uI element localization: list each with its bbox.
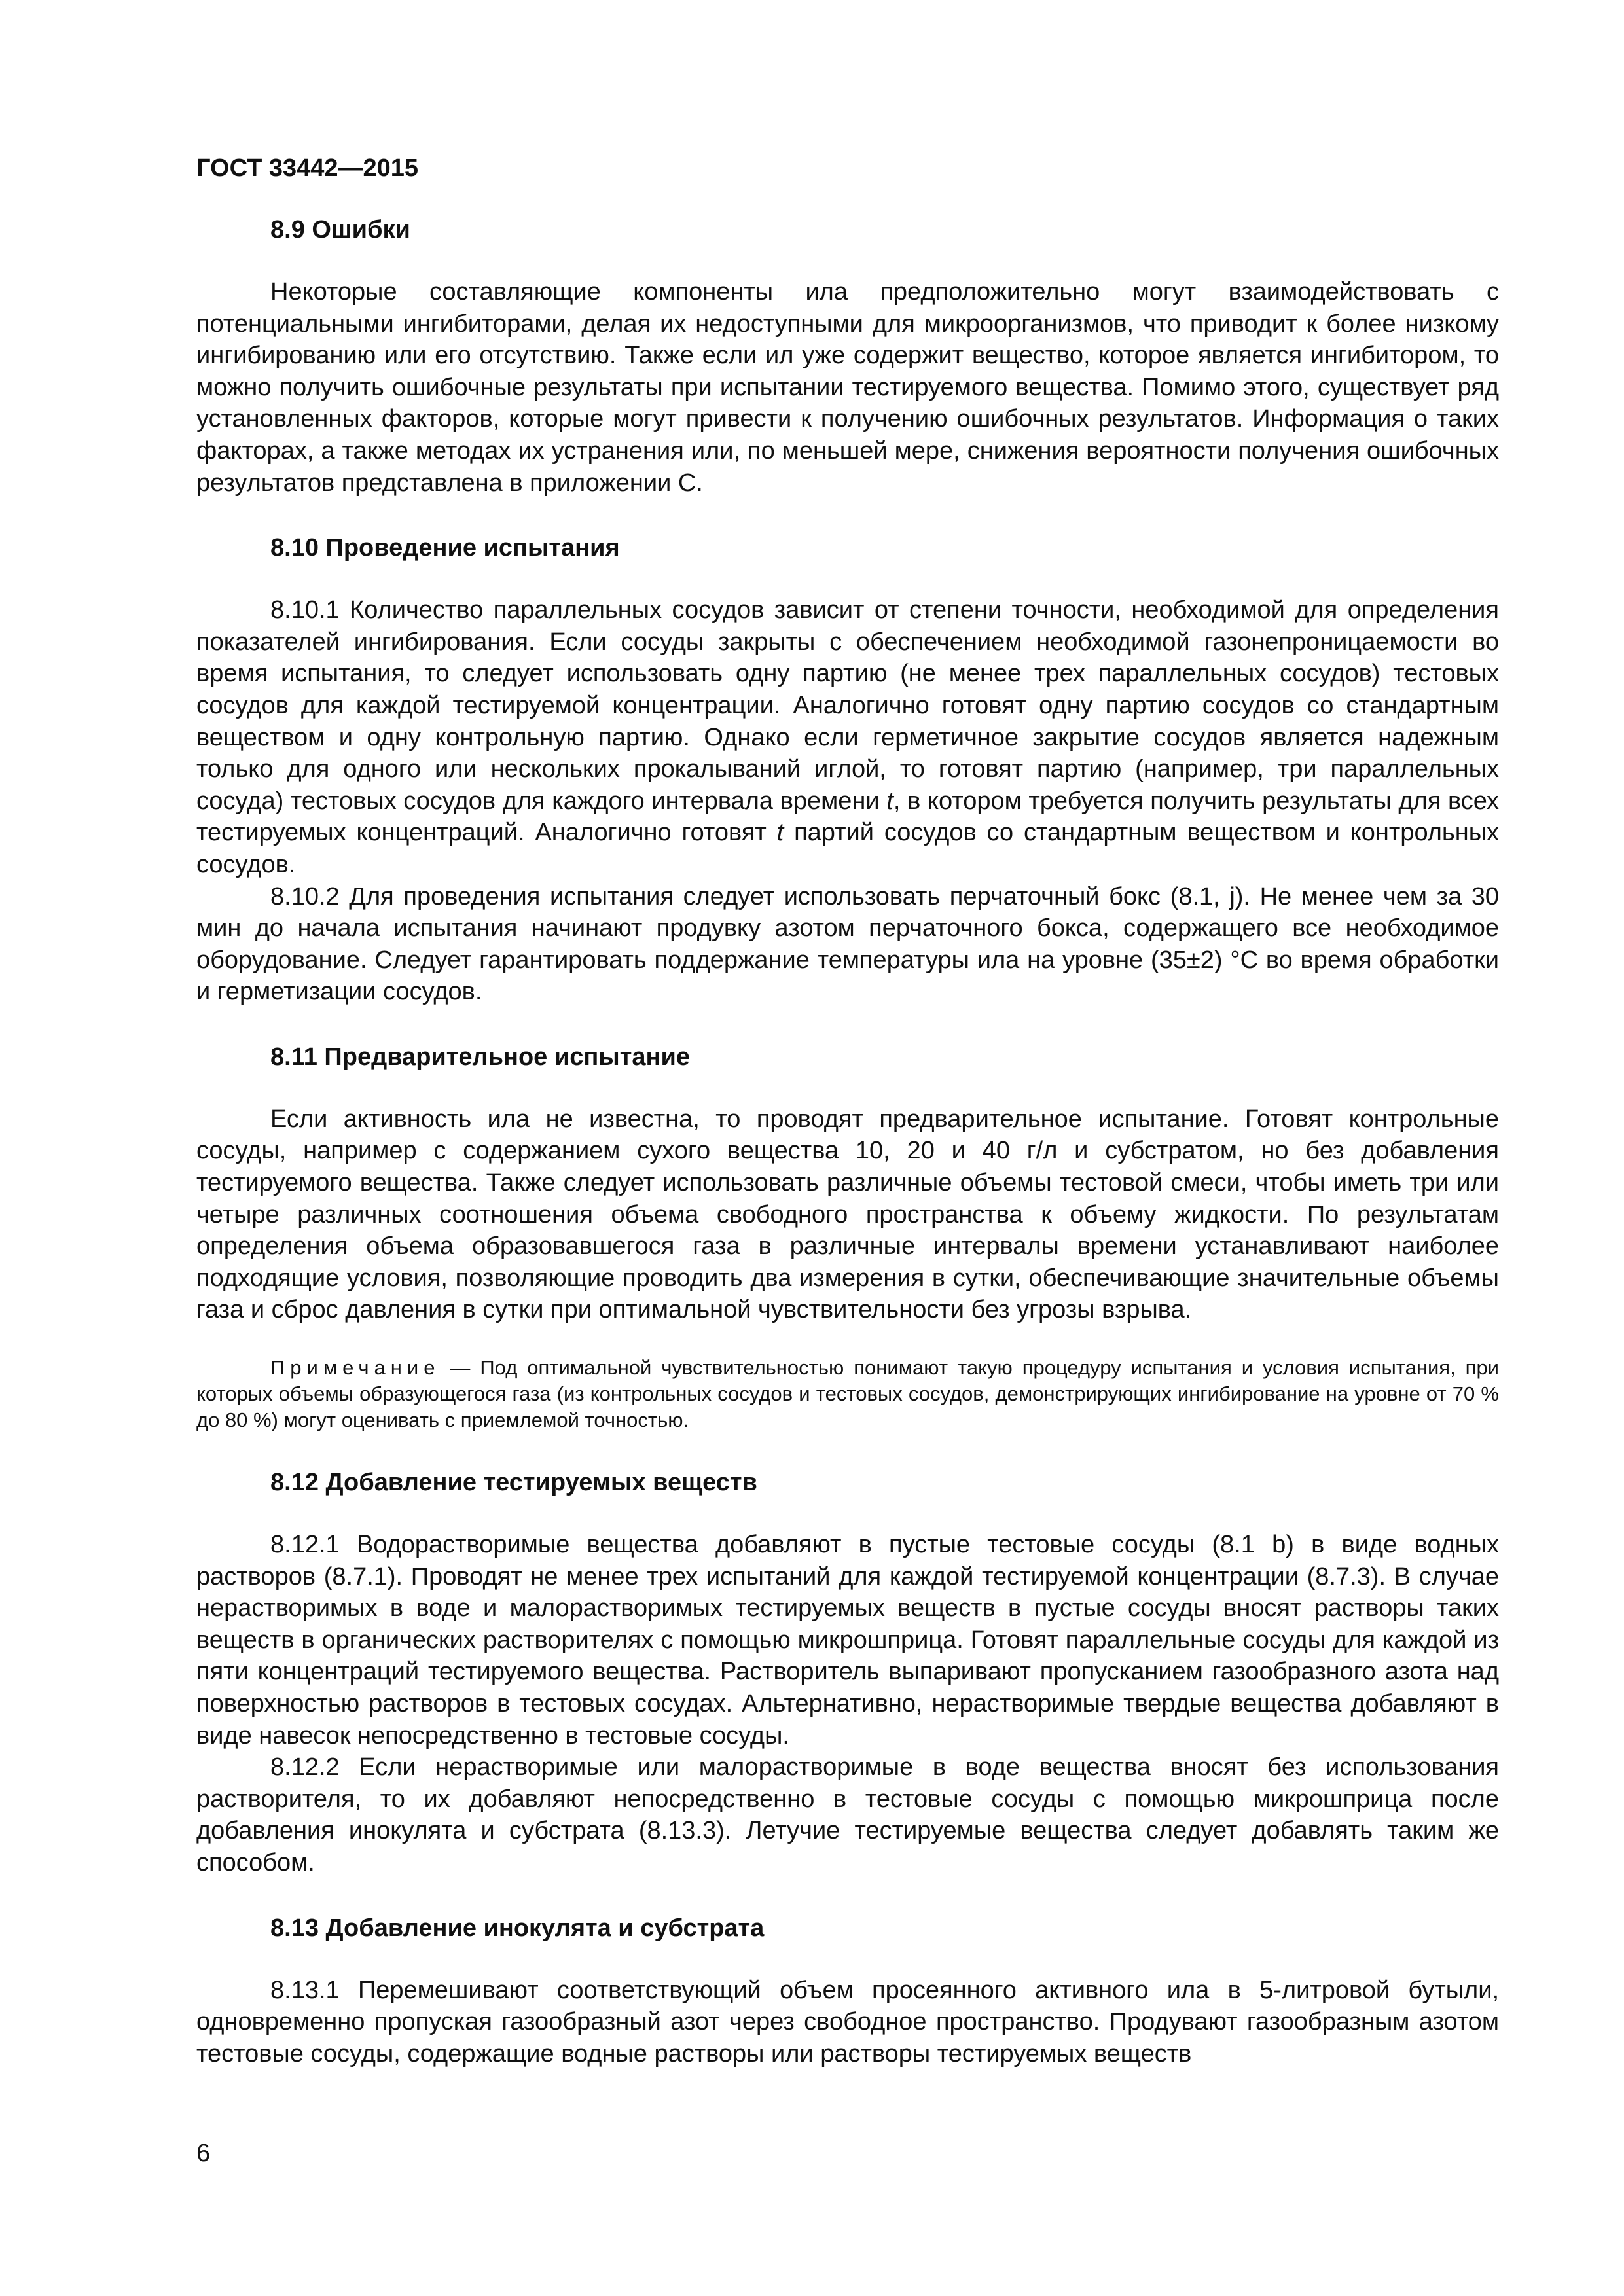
page-number: 6 xyxy=(196,2140,211,2167)
paragraph-8-10-1-text-a: 8.10.1 Количество параллельных сосудов зависит от степени точности, необходимой для определения показателей ингибирования. Если сосуды закрыты с обеспечением необходимой газонепроницаемости во время испытания, то следует использовать одну партию (не менее трех параллельных сосудов) тестовых сосудов для каждой тестируемой концентрации. Аналогично готовят одну партию сосудов со стандартным веществом и одну контрольную партию. Однако если герметичное закрытие сосудов является надежным только для одного или нескольких прокалываний иглой, то готовят партию (например, три параллельных сосуда) тестовых сосудов для каждого интервала времени xyxy=(196,596,1499,815)
paragraph-8-10-1 xyxy=(196,594,1499,880)
document-page xyxy=(196,152,1499,2070)
note-label: Примечание xyxy=(270,1356,441,1380)
paragraph-8-9: Некоторые составляющие компоненты ила предположительно могут взаимодействовать с потенциальными ингибиторами, делая их недоступными для микроорганизмов, что приводит к более низкому ингибированию или его отсутствию. Также если ил уже содержит вещество, которое является ингибитором, то можно получить ошибочные результаты при испытании тестируемого вещества. Помимо этого, существует ряд установленных факторов, которые могут привести к получению ошибочных результатов. Информация о таких факторах, а также методах их устранения или, по меньшей мере, снижения вероятности получения ошибочных результатов представлена в приложении С. xyxy=(196,278,1499,497)
paragraph-8-13-1: 8.13.1 Перемешивают соответствующий объем просеянного активного ила в 5-литровой бутыли, одновременно пропуская газообразный азот через свободное пространство. Продувают газообразным азотом тестовые сосуды, содержащие водные растворы или растворы тестируемых веществ xyxy=(196,1976,1499,2068)
section-heading-8-13: 8.13 Добавление инокулята и субстрата xyxy=(270,1914,765,1942)
paragraph-8-10-1-text-c: партий сосудов со стандартным веществом и контрольных сосудов. xyxy=(196,819,1500,878)
note-text: — Под оптимальной чувствительностью понимают такую процедуру испытания и условия испытания, при которых объемы образующегося газа (из контрольных сосудов и тестовых сосудов, демонстрирующих ингибирование на уровне от 70 % до 80 %) могут оценивать с приемлемой точностью. xyxy=(196,1356,1499,1432)
section-heading-8-11: 8.11 Предварительное испытание xyxy=(270,1043,690,1071)
section-heading-8-10: 8.10 Проведение испытания xyxy=(270,534,620,562)
note-8-11 xyxy=(196,1355,1499,1433)
section-heading-8-9: 8.9 Ошибки xyxy=(270,216,410,243)
section-heading-8-12: 8.12 Добавление тестируемых веществ xyxy=(270,1469,757,1497)
paragraph-8-12-2: 8.12.2 Если нерастворимые или малорастворимые в воде вещества вносят без использования растворителя, то их добавляют непосредственно в тестовые сосуды с помощью микрошприца после добавления инокулята и субстрата (8.13.3). Летучие тестируемые вещества следует добавлять таким же способом. xyxy=(196,1753,1499,1876)
paragraph-8-11: Если активность ила не известна, то проводят предварительное испытание. Готовят контрольные сосуды, например с содержанием сухого вещества 10, 20 и 40 г/л и субстратом, но без добавления тестируемого вещества. Также следует использовать различные объемы тестовой смеси, чтобы иметь три или четыре различных соотношения объема свободного пространства к объему жидкости. По результатам определения объема образовавшегося газа в различные интервалы времени устанавливают наиболее подходящие условия, позволяющие проводить два измерения в сутки, обеспечивающие значительные объемы газа и сброс давления в сутки при оптимальной чувствительности без угрозы взрыва. xyxy=(196,1105,1499,1324)
paragraph-8-10-2: 8.10.2 Для проведения испытания следует использовать перчаточный бокс (8.1, j). Не менее чем за 30 мин до начала испытания начинают продувку азотом перчаточного бокса, содержащего все необходимое оборудование. Следует гарантировать поддержание температуры ила на уровне (35±2) °С во время обработки и герметизации сосудов. xyxy=(196,882,1499,1006)
paragraph-8-10-1-text-b: , в котором требуется получить результаты для всех тестируемых концентраций. Аналогично готовят xyxy=(196,787,1500,847)
variable-t: t xyxy=(886,787,893,815)
paragraph-8-12-1: 8.12.1 Водорастворимые вещества добавляют в пустые тестовые сосуды (8.1 b) в виде водных растворов (8.7.1). Проводят не менее трех испытаний для каждой тестируемой концентрации (8.7.3). В случае нерастворимых в воде и малорастворимых тестируемых веществ в пустые сосуды вносят растворы таких веществ в органических растворителях с помощью микрошприца. Готовят параллельные сосуды для каждой из пяти концентраций тестируемого вещества. Растворитель выпаривают пропусканием газообразного азота над поверхностью растворов в тестовых сосудах. Альтернативно, нерастворимые твердые вещества добавляют в виде навесок непосредственно в тестовые сосуды. xyxy=(196,1531,1499,1749)
standard-header: ГОСТ 33442—2015 xyxy=(196,154,419,182)
variable-t: t xyxy=(776,819,784,847)
